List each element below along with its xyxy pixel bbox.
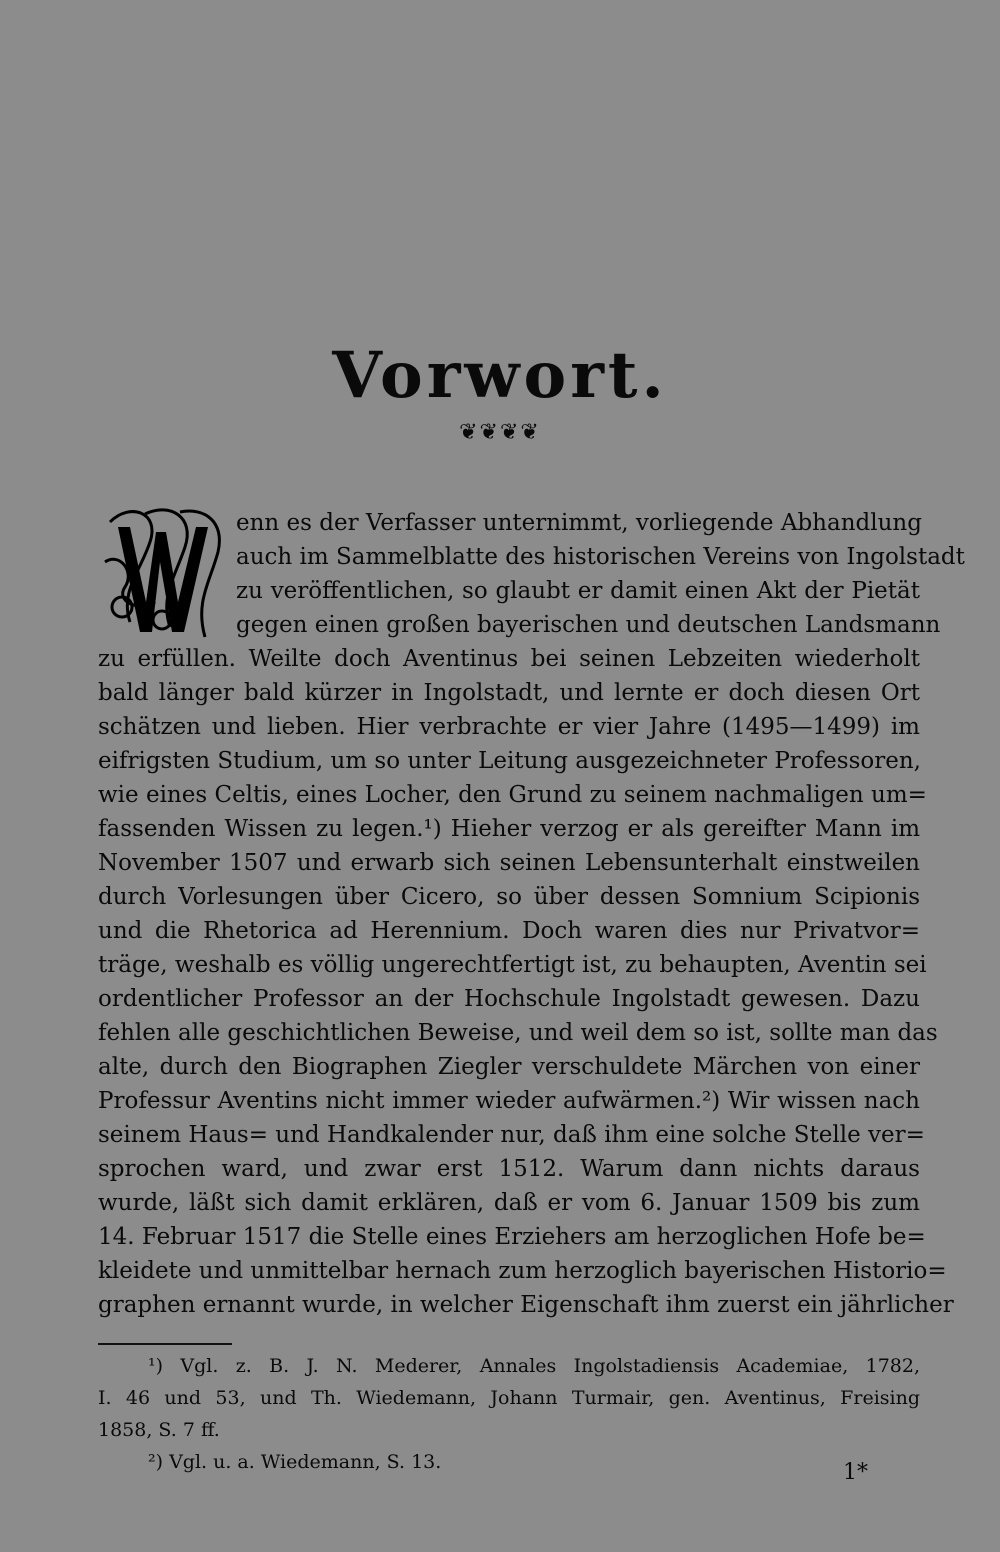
text-line: November 1507 und erwarb sich seinen Lebensunterhalt einstweilen (98, 850, 920, 876)
text-line: schätzen und lieben. Hier verbrachte er vier Jahre (1495—1499) im (98, 714, 920, 740)
text-line: durch Vorlesungen über Cicero, so über dessen Somnium Scipionis (98, 884, 920, 910)
text-line: 14. Februar 1517 die Stelle eines Erziehers am herzoglichen Hofe be= (98, 1224, 926, 1250)
title-ornament: ❦❦❦❦ (459, 420, 541, 445)
text-line: sprochen ward, und zwar erst 1512. Warum dann nichts daraus (98, 1156, 920, 1182)
footnote-1-line: 1858, S. 7 ff. (98, 1419, 220, 1441)
text-line: zu veröffentlichen, so glaubt er damit einen Akt der Pietät (236, 578, 920, 604)
text-line: träge, weshalb es völlig ungerechtfertigt ist, zu behaupten, Aventin sei (98, 952, 927, 978)
text-line: graphen ernannt wurde, in welcher Eigenschaft ihm zuerst ein jährlicher (98, 1292, 954, 1318)
text-line: und die Rhetorica ad Herennium. Doch waren dies nur Privatvor= (98, 918, 920, 944)
text-line: seinem Haus= und Handkalender nur, daß ihm eine solche Stelle ver= (98, 1122, 925, 1148)
text-line: enn es der Verfasser unternimmt, vorliegende Abhandlung (236, 510, 922, 536)
signature-mark: 1* (843, 1460, 868, 1485)
text-line: fehlen alle geschichtlichen Beweise, und weil dem so ist, sollte man das (98, 1020, 938, 1046)
text-line: kleidete und unmittelbar hernach zum herzoglich bayerischen Historio= (98, 1258, 947, 1284)
text-line: alte, durch den Biographen Ziegler verschuldete Märchen von einer (98, 1054, 920, 1080)
text-line: eifrigsten Studium, um so unter Leitung ausgezeichneter Professoren, (98, 748, 921, 774)
page-title: Vorwort. (332, 338, 668, 413)
text-line: Professur Aventins nicht immer wieder aufwärmen.²) Wir wissen nach (98, 1088, 920, 1114)
text-line: wurde, läßt sich damit erklären, daß er vom 6. Januar 1509 bis zum (98, 1190, 920, 1216)
text-line: ordentlicher Professor an der Hochschule Ingolstadt gewesen. Dazu (98, 986, 920, 1012)
footnote-divider (98, 1343, 232, 1345)
footnote-1-line: I. 46 und 53, und Th. Wiedemann, Johann Turmair, gen. Aventinus, Freising (98, 1387, 920, 1409)
footnote-1-line: ¹) Vgl. z. B. J. N. Mederer, Annales Ingolstadiensis Academiae, 1782, (148, 1355, 920, 1377)
footnotes (98, 1350, 920, 1478)
text-line: gegen einen großen bayerischen und deutschen Landsmann (236, 612, 941, 638)
text-line: auch im Sammelblatte des historischen Vereins von Ingolstadt (236, 544, 965, 570)
text-line: bald länger bald kürzer in Ingolstadt, und lernte er doch diesen Ort (98, 680, 920, 706)
text-line: fassenden Wissen zu legen.¹) Hieher verzog er als gereifter Mann im (98, 816, 920, 842)
text-line: wie eines Celtis, eines Locher, den Grund zu seinem nachmaligen um= (98, 782, 927, 808)
main-text (98, 506, 965, 1322)
text-line: zu erfüllen. Weilte doch Aventinus bei seinen Lebzeiten wiederholt (98, 646, 920, 672)
footnote-2: ²) Vgl. u. a. Wiedemann, S. 13. (148, 1451, 442, 1473)
